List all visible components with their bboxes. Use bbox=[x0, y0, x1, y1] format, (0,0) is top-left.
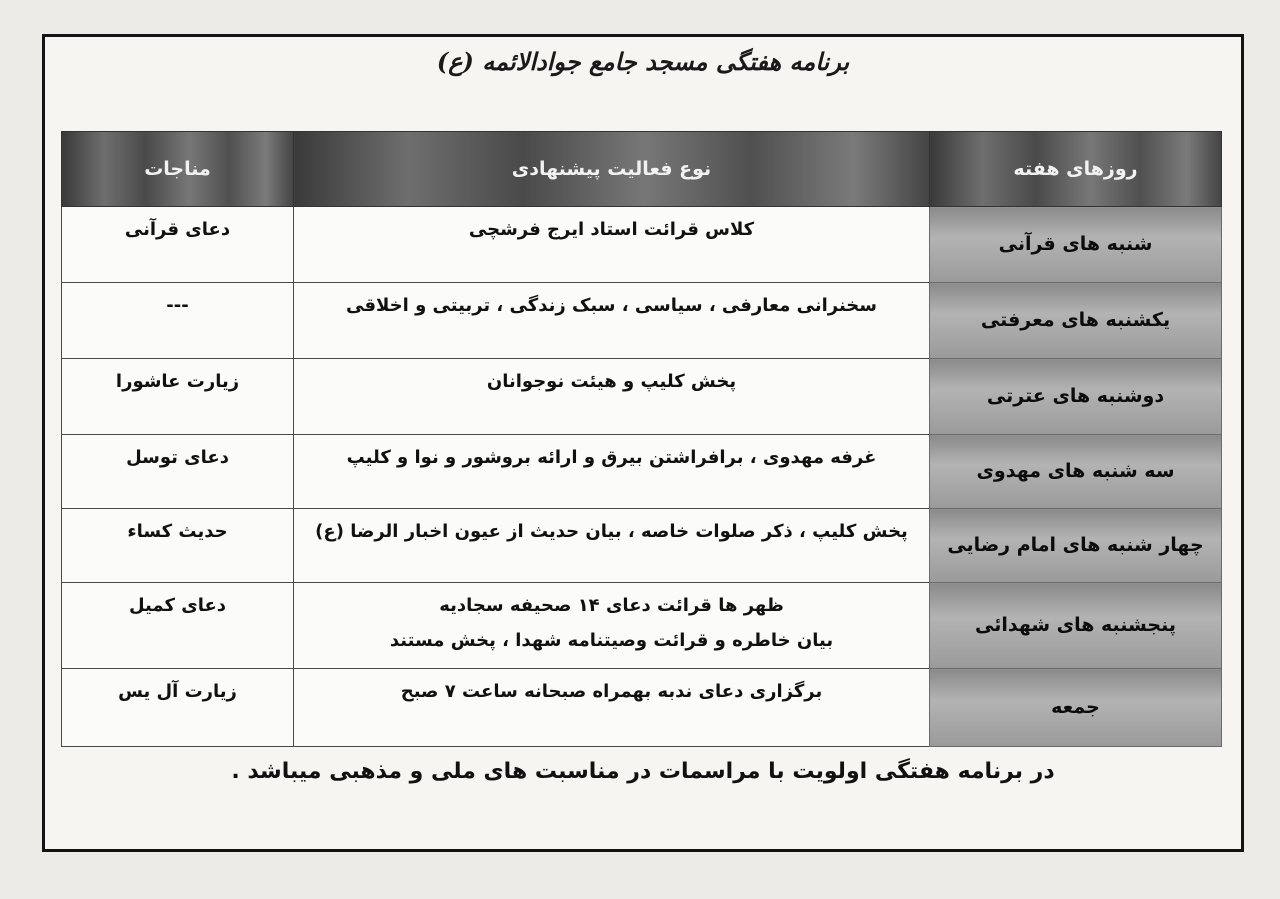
header-activity: نوع فعالیت پیشنهادی bbox=[294, 132, 930, 207]
activity-cell bbox=[294, 283, 930, 359]
day-cell: پنجشنبه های شهدائی bbox=[930, 583, 1222, 669]
table-header-row bbox=[62, 132, 1222, 207]
prayer-cell: زیارت عاشورا bbox=[62, 359, 294, 435]
table-row bbox=[62, 509, 1222, 583]
schedule-card bbox=[42, 34, 1244, 852]
prayer-cell: دعای کمیل bbox=[62, 583, 294, 669]
activity-text: سخنرانی معارفی ، سیاسی ، سبک زندگی ، تربیتی و اخلاقی bbox=[346, 295, 877, 316]
activity-text: پخش کلیپ و هیئت نوجوانان bbox=[486, 371, 737, 392]
header-day: روزهای هفته bbox=[930, 132, 1222, 207]
table-row bbox=[62, 435, 1222, 509]
table-row bbox=[62, 669, 1222, 747]
prayer-cell: حدیث کساء bbox=[62, 509, 294, 583]
activity-text: برگزاری دعای ندبه بهمراه صبحانه ساعت ۷ صبح bbox=[400, 681, 823, 702]
day-cell: جمعه bbox=[930, 669, 1222, 747]
table-row bbox=[62, 583, 1222, 669]
table-row bbox=[62, 283, 1222, 359]
prayer-cell: دعای قرآنی bbox=[62, 207, 294, 283]
activity-text-line2: بیان خاطره و قرائت وصیتنامه شهدا ، پخش مستند bbox=[389, 630, 834, 651]
activity-cell bbox=[294, 435, 930, 509]
activity-cell bbox=[294, 207, 930, 283]
weekly-schedule-table bbox=[61, 131, 1222, 747]
activity-text: ظهر ها قرائت دعای ۱۴ صحیفه سجادیه bbox=[439, 595, 784, 616]
header-prayer: مناجات bbox=[62, 132, 294, 207]
prayer-cell: --- bbox=[62, 283, 294, 359]
prayer-cell: دعای توسل bbox=[62, 435, 294, 509]
day-cell: یکشنبه های معرفتی bbox=[930, 283, 1222, 359]
table-row bbox=[62, 359, 1222, 435]
day-cell: چهار شنبه های امام رضایی bbox=[930, 509, 1222, 583]
activity-cell bbox=[294, 583, 930, 669]
activity-cell bbox=[294, 669, 930, 747]
day-cell: دوشنبه های عترتی bbox=[930, 359, 1222, 435]
activity-text: کلاس قرائت استاد ایرج فرشچی bbox=[468, 219, 755, 240]
page-title: برنامه هفتگی مسجد جامع جوادالائمه (ع) bbox=[436, 47, 850, 76]
day-cell: شنبه های قرآنی bbox=[930, 207, 1222, 283]
activity-text: غرفه مهدوی ، برافراشتن بیرق و ارائه بروشور و نوا و کلیپ bbox=[346, 447, 877, 468]
activity-cell bbox=[294, 359, 930, 435]
table-row bbox=[62, 207, 1222, 283]
footer-note: در برنامه هفتگی اولویت با مراسمات در مناسبت های ملی و مذهبی میباشد . bbox=[231, 759, 1055, 784]
day-cell: سه شنبه های مهدوی bbox=[930, 435, 1222, 509]
activity-text: پخش کلیپ ، ذکر صلوات خاصه ، بیان حدیث از عیون اخبار الرضا (ع) bbox=[315, 521, 908, 542]
activity-cell bbox=[294, 509, 930, 583]
prayer-cell: زیارت آل یس bbox=[62, 669, 294, 747]
